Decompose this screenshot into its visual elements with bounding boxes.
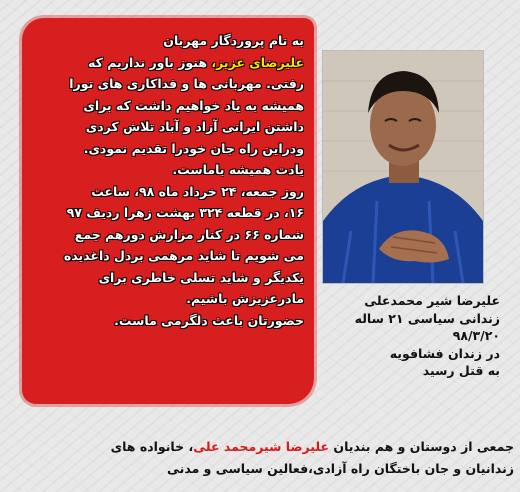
footer-line-1-end: ، خانواده های [110,439,194,454]
notice-line-9: ۱۶، در قطعه ۳۲۴ بهشت زهرا ردیف ۹۷ [66,205,304,220]
caption-outcome: به قتل رسید [422,363,500,378]
notice-line-10: شماره ۶۶ در کنار مزارش دورهم جمع [74,226,304,242]
notice-line-3: رفتی. مهربانی ها و فداکاری های تورا [69,76,304,91]
footer-line-1 [6,436,514,458]
notice-line-2 [34,52,304,74]
notice-line-2-rest: هنوز باور نداریم که [88,54,212,70]
footer-highlight-name: علیرضا شیرمحمد علی [193,439,330,454]
deceased-name: علیرضای عزیز، [211,54,304,70]
notice-line-6: ودراین راه جان خودرا تقدیم نمودی. [83,140,304,156]
caption [318,292,500,380]
notice-line-7: یادت همیشه باماست. [172,162,304,177]
notice-text [34,30,304,331]
notice-line-8: روز جمعه، ۲۴ خرداد ماه ۹۸، ساعت [91,183,304,199]
footer-line-1-start: جمعی از دوستان و هم بندیان [329,439,514,454]
caption-status: زندانی سیاسی ۲۱ ساله [354,310,500,326]
notice-line-4: همیشه به یاد خواهیم داشت که برای [83,97,304,113]
caption-place: در زندان فشافویه [389,345,500,361]
salutation: به نام پروردگار مهربان [163,33,304,48]
notice-line-14: حضورتان باعث دلگرمی ماست. [114,312,304,328]
caption-date: ۹۸/۳/۲۰ [452,328,500,343]
caption-name: علیرضا شیر محمدعلی [364,293,500,308]
footer-line-2: زندانیان و جان باختگان راه آزادی،فعالین سیاسی و مدنی [167,461,514,476]
notice-line-12: یکدیگر و شاید تسلی خاطری برای [98,269,304,285]
footer [6,436,514,480]
notice-line-13: مادرعزیزش باشیم. [186,291,304,306]
notice-line-11: می شویم تا شاید مرهمی بردل داغدیده [63,248,304,263]
notice-line-5: داشتن ایرانی آزاد و آباد تلاش کردی [85,119,304,134]
portrait-photo [322,50,484,284]
